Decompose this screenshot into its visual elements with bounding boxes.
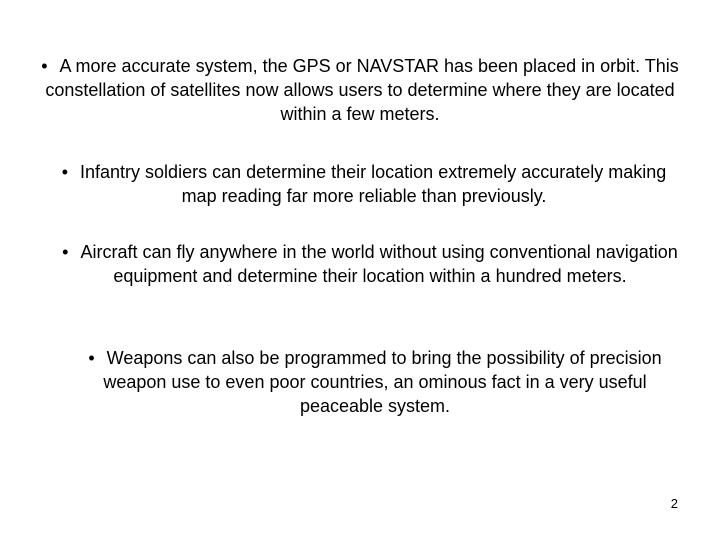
bullet-text: Aircraft can fly anywhere in the world without using conventional navigation equipment and determine their location within a hundred meters. [80,242,678,286]
bullet-marker: • [62,242,69,262]
bullet-text: Weapons can also be programmed to bring the possibility of precision weapon use to even poor countries, an ominous fact in a very useful peaceable system. [103,348,662,416]
bullet-marker: • [61,162,69,182]
bullet-marker: • [88,348,95,368]
bullet-marker: • [41,56,48,76]
bullet-text: A more accurate system, the GPS or NAVSTAR has been placed in orbit. This constellation of satellites now allows users to determine where they are located within a few meters. [45,56,679,124]
bullet-item-infantry [44,160,684,208]
bullet-item-gps-navstar [30,54,690,126]
bullet-item-aircraft [50,240,690,288]
page-number: 2 [670,496,678,511]
bullet-item-weapons [60,346,690,418]
bullet-text: Infantry soldiers can determine their location extremely accurately making map reading far more reliable than previously. [80,162,667,206]
